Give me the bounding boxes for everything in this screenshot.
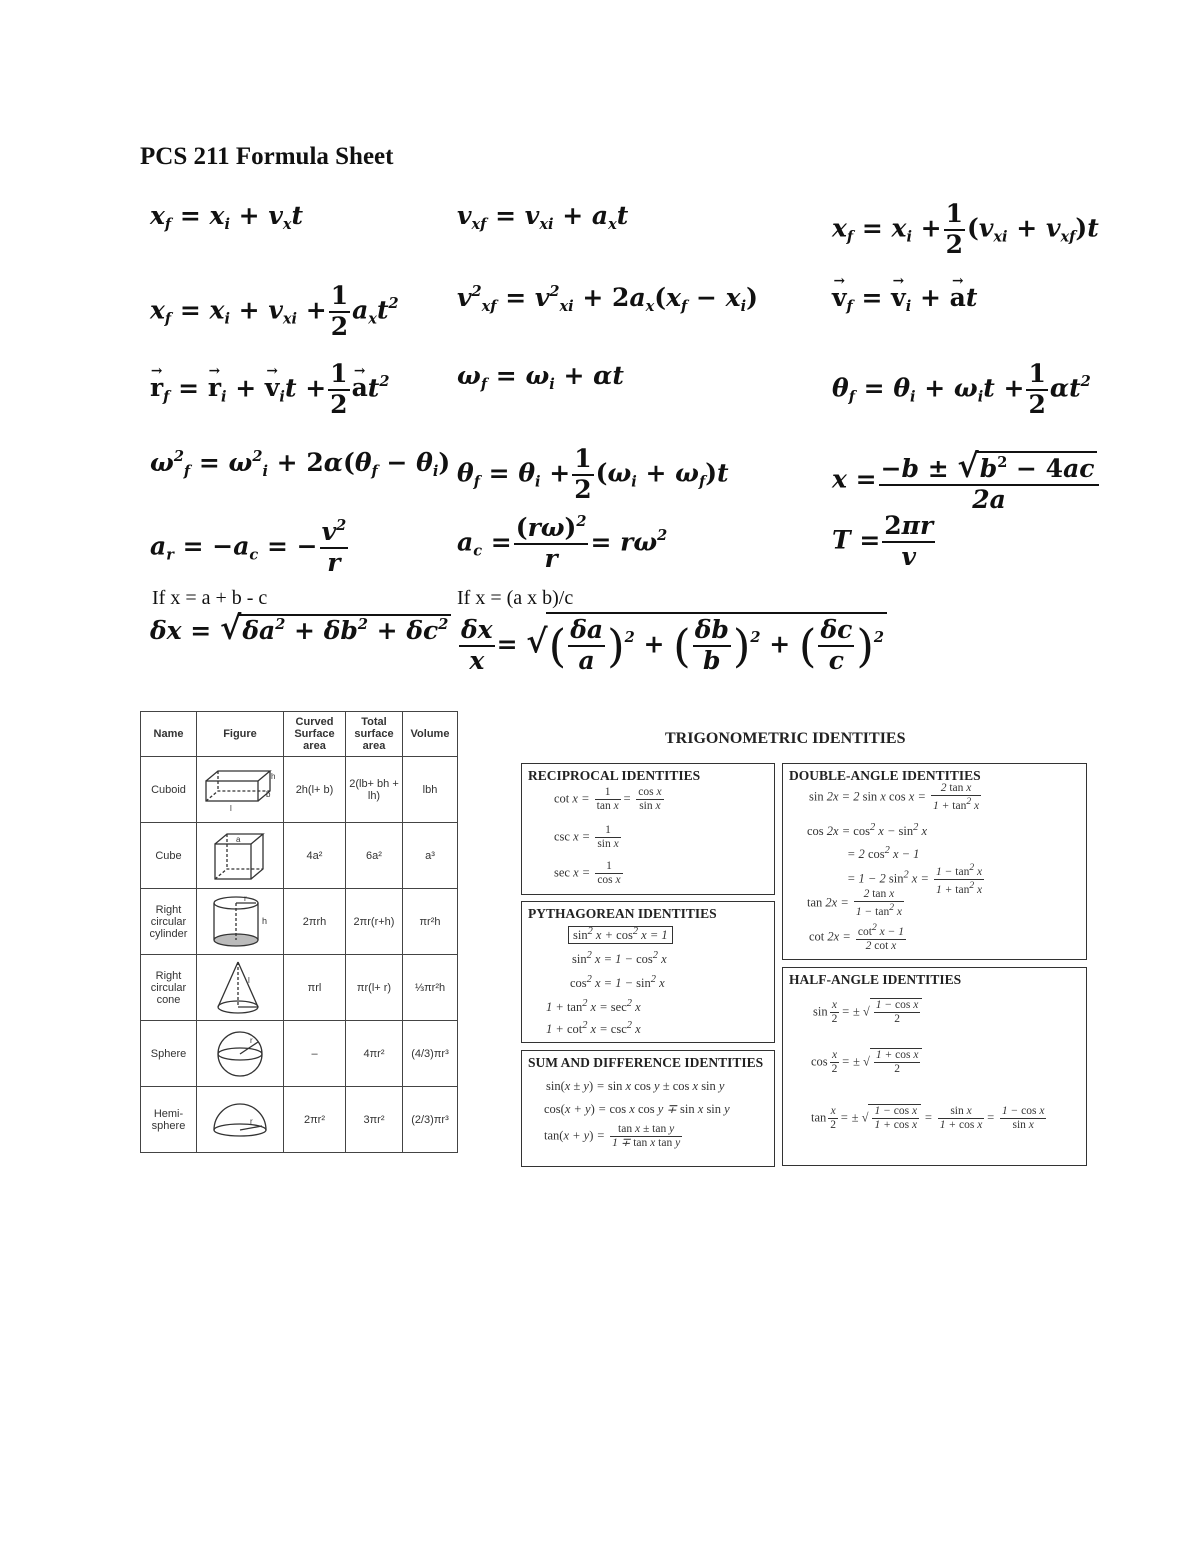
volume: a³ <box>403 823 458 889</box>
box-title: RECIPROCAL IDENTITIES <box>528 768 701 783</box>
identity-csc: csc x = $\frac{1}{\text{sin x}}$ <box>554 824 619 851</box>
box-title: DOUBLE-ANGLE IDENTITIES <box>789 768 981 783</box>
trig-identities-title: TRIGONOMETRIC IDENTITIES <box>665 730 906 747</box>
table-row <box>141 1021 458 1087</box>
identity-cos-double-2: = 2 $\cos^2 x - 1$ <box>847 845 920 862</box>
equation-centripetal-acceleration: $a_c$ = $\frac{(r\omega)^2}{r}$ = $r\omega^2$ <box>457 513 668 573</box>
identity-tan-half: tan $\frac{x}{2}$ = ± √ $\frac{\text{1 − cos x}}{\text{1 + cos x}}$ = $\frac{\text{sin x}}{\text{1 + cos x}}$ = $\frac{\text{1 − cos x}}{\text{sin x}}$ <box>811 1105 1045 1132</box>
box-title: SUM AND DIFFERENCE IDENTITIES <box>528 1055 764 1070</box>
total-surface-area: 3πr² <box>346 1087 403 1153</box>
volume: (2/3)πr³ <box>403 1087 458 1153</box>
curved-surface-area: 2πrh <box>284 889 346 955</box>
shape-name: Cuboid <box>141 757 197 823</box>
equation-position-average-velocity: $x_f = x_i$ + $\frac{1}{2}$ $(v_{xi} + v_{xf})t$ <box>832 199 1099 259</box>
volume: lbh <box>403 757 458 823</box>
box-title: PYTHAGOREAN IDENTITIES <box>528 906 717 921</box>
table-row <box>141 955 458 1021</box>
total-surface-area: 4πr² <box>346 1021 403 1087</box>
total-surface-area: 2πr(r+h) <box>346 889 403 955</box>
volume: (4/3)πr³ <box>403 1021 458 1087</box>
equation-error-propagation-product: $\frac{\delta x}{x}$ = √( $\frac{\delta a}{a}$ )$^2$ + ( $\frac{\delta b}{b}$ )$^2$ + ( $\frac{\delta c}{c}$ )$^2$ <box>457 612 887 676</box>
identity-sin-sum: sin(x ± y) = sin x cos y ± cos x sin y <box>546 1079 725 1093</box>
identity-tan-double: tan 2x = $\frac{\text{2 tan x}}{1 - \tan^2 x}$ <box>807 888 902 919</box>
identity-sin-half: sin $\frac{x}{2}$ = ± √ $\frac{\text{1 − cos x}}{2}$ <box>813 998 922 1026</box>
total-surface-area: 6a² <box>346 823 403 889</box>
equation-period: T = $\frac{2\pi r}{v}$ <box>832 511 934 571</box>
table-row <box>141 757 458 823</box>
identity-cos-sum: cos(x + y) = cos x cos y ∓ sin x sin y <box>544 1102 730 1116</box>
identity-cos-double-1: $\cos 2x = \cos^2 x - \sin^2 x$ <box>807 822 927 839</box>
equation-velocity-time: $v_{xf} = v_{xi} + a_xt$ <box>457 201 629 234</box>
volume: ⅓πr²h <box>403 955 458 1021</box>
page-title: PCS 211 Formula Sheet <box>140 143 394 170</box>
column-header: Curved Surface area <box>284 712 346 757</box>
cone-figure <box>197 955 284 1021</box>
column-header: Name <box>141 712 197 757</box>
shape-name: Hemi-sphere <box>141 1087 197 1153</box>
identity-cos-double-3: = 1 − 2 $\sin^2 x$ = $\frac{1 - \tan^2 x}{1 + \tan^2 x}$ <box>847 862 983 896</box>
identity-sin-double: sin 2x = 2 sin x cos x = $\frac{\text{2 tan x}}{1 + \tan^2 x}$ <box>809 782 980 813</box>
box-title: HALF-ANGLE IDENTITIES <box>789 972 962 987</box>
identity-cot-squared: $1 + \cot^2 x = \csc^2 x$ <box>546 1020 641 1037</box>
shapes-table <box>140 711 458 1153</box>
svg-text:l: l <box>230 803 232 813</box>
identity-tan-squared: $1 + \tan^2 x = \sec^2 x$ <box>546 998 641 1015</box>
column-header: Figure <box>197 712 284 757</box>
shape-name: Cube <box>141 823 197 889</box>
equation-angular-position-average: $\theta_f = \theta_i$ + $\frac{1}{2}$ $(\omega_i + \omega_f)t$ <box>457 444 729 504</box>
svg-text:r: r <box>250 1035 253 1045</box>
svg-text:r: r <box>250 1116 253 1126</box>
curved-surface-area: – <box>284 1021 346 1087</box>
curved-surface-area: πrl <box>284 955 346 1021</box>
pythagorean-identities-box <box>521 901 775 1043</box>
identity-sec: sec x = $\frac{1}{\text{cos x}}$ <box>554 860 621 887</box>
cuboid-figure <box>197 757 284 823</box>
svg-text:a: a <box>236 834 241 844</box>
equation-angular-position: $\theta_f = \theta_i + \omega_it$ + $\frac{1}{2}$ $\alpha t^2$ <box>832 359 1091 419</box>
equation-position-constant-velocity: $x_f = x_i + v_xt$ <box>150 201 304 234</box>
total-surface-area: πr(l+ r) <box>346 955 403 1021</box>
equation-velocity-squared: $v^2_{xf} = v^2_{xi} + 2a_x(x_f - x_i)$ <box>457 283 758 316</box>
svg-text:h: h <box>262 915 268 926</box>
svg-text:l: l <box>248 975 250 985</box>
equation-angular-velocity: $\omega_f = \omega_i + \alpha t$ <box>457 361 624 394</box>
volume: πr²h <box>403 889 458 955</box>
hemisphere-figure <box>197 1087 284 1153</box>
equation-position-acceleration: $x_f = x_i + v_{xi}$ + $\frac{1}{2}$ $a_xt^2$ <box>150 281 399 341</box>
table-row <box>141 1087 458 1153</box>
identity-cot-double: cot 2x = $\frac{\cot^2 x - 1}{\text{2 cot x}}$ <box>809 922 904 953</box>
reciprocal-identities-box <box>521 763 775 895</box>
svg-text:r: r <box>244 893 247 903</box>
error-propagation-sum-label: If x = a + b - c <box>152 587 268 609</box>
equation-radial-acceleration: $a_r = -a_c$ = − $\frac{v^2}{r}$ <box>150 517 347 577</box>
equation-angular-velocity-squared: $\omega^2_f = \omega^2_i + 2\alpha(\theta_f - \theta_i)$ <box>150 448 451 481</box>
curved-surface-area: 2h(l+ b) <box>284 757 346 823</box>
equation-error-propagation-sum: $\delta x = √\delta a^2 + \delta b^2 + \delta c^2$ <box>150 612 451 645</box>
column-header: Volume <box>403 712 458 757</box>
error-propagation-product-label: If x = (a x b)/c <box>457 587 574 609</box>
equation-quadratic-formula: x = $\frac{-b \pm √b^2 - 4ac}{2a}$ <box>832 447 1101 515</box>
svg-text:b: b <box>266 789 271 799</box>
identity-tan-sum: tan(x + y) = $\frac{\text{tan x ± tan y}}{\text{1 ∓ tan x tan y}}$ <box>544 1123 681 1150</box>
identity-pythagorean-main: $\sin^2 x + \cos^2 x = 1$ <box>568 926 673 943</box>
shape-name: Sphere <box>141 1021 197 1087</box>
total-surface-area: 2(lb+ bh + lh) <box>346 757 403 823</box>
table-row <box>141 889 458 955</box>
identity-cos-squared: $\cos^2 x = 1 - \sin^2 x$ <box>570 974 665 991</box>
column-header: Total surface area <box>346 712 403 757</box>
identity-sin-squared: $\sin^2 x = 1 - \cos^2 x$ <box>572 950 667 967</box>
equation-vector-position: → $r_f$ = → $r_i$ + → $v_it$ + $\frac{1}{2}$ → $at^2$ <box>150 360 389 420</box>
sphere-figure <box>197 1021 284 1087</box>
identity-cos-half: cos $\frac{x}{2}$ = ± √ $\frac{\text{1 + cos x}}{2}$ <box>811 1048 922 1076</box>
cylinder-figure <box>197 889 284 955</box>
sum-difference-identities-box <box>521 1050 775 1167</box>
curved-surface-area: 2πr² <box>284 1087 346 1153</box>
table-row <box>141 823 458 889</box>
double-angle-identities-box <box>782 763 1087 960</box>
cube-figure <box>197 823 284 889</box>
shape-name: Right circular cone <box>141 955 197 1021</box>
identity-cot: cot x = $\frac{1}{\text{tan x}}$ = $\frac{\text{cos x}}{\text{sin x}}$ <box>554 786 662 813</box>
equation-vector-velocity: → $v_f$ = → $v_i$ + → at <box>832 285 977 315</box>
shape-name: Right circular cylinder <box>141 889 197 955</box>
svg-text:h: h <box>271 771 276 781</box>
curved-surface-area: 4a² <box>284 823 346 889</box>
half-angle-identities-box <box>782 967 1087 1166</box>
